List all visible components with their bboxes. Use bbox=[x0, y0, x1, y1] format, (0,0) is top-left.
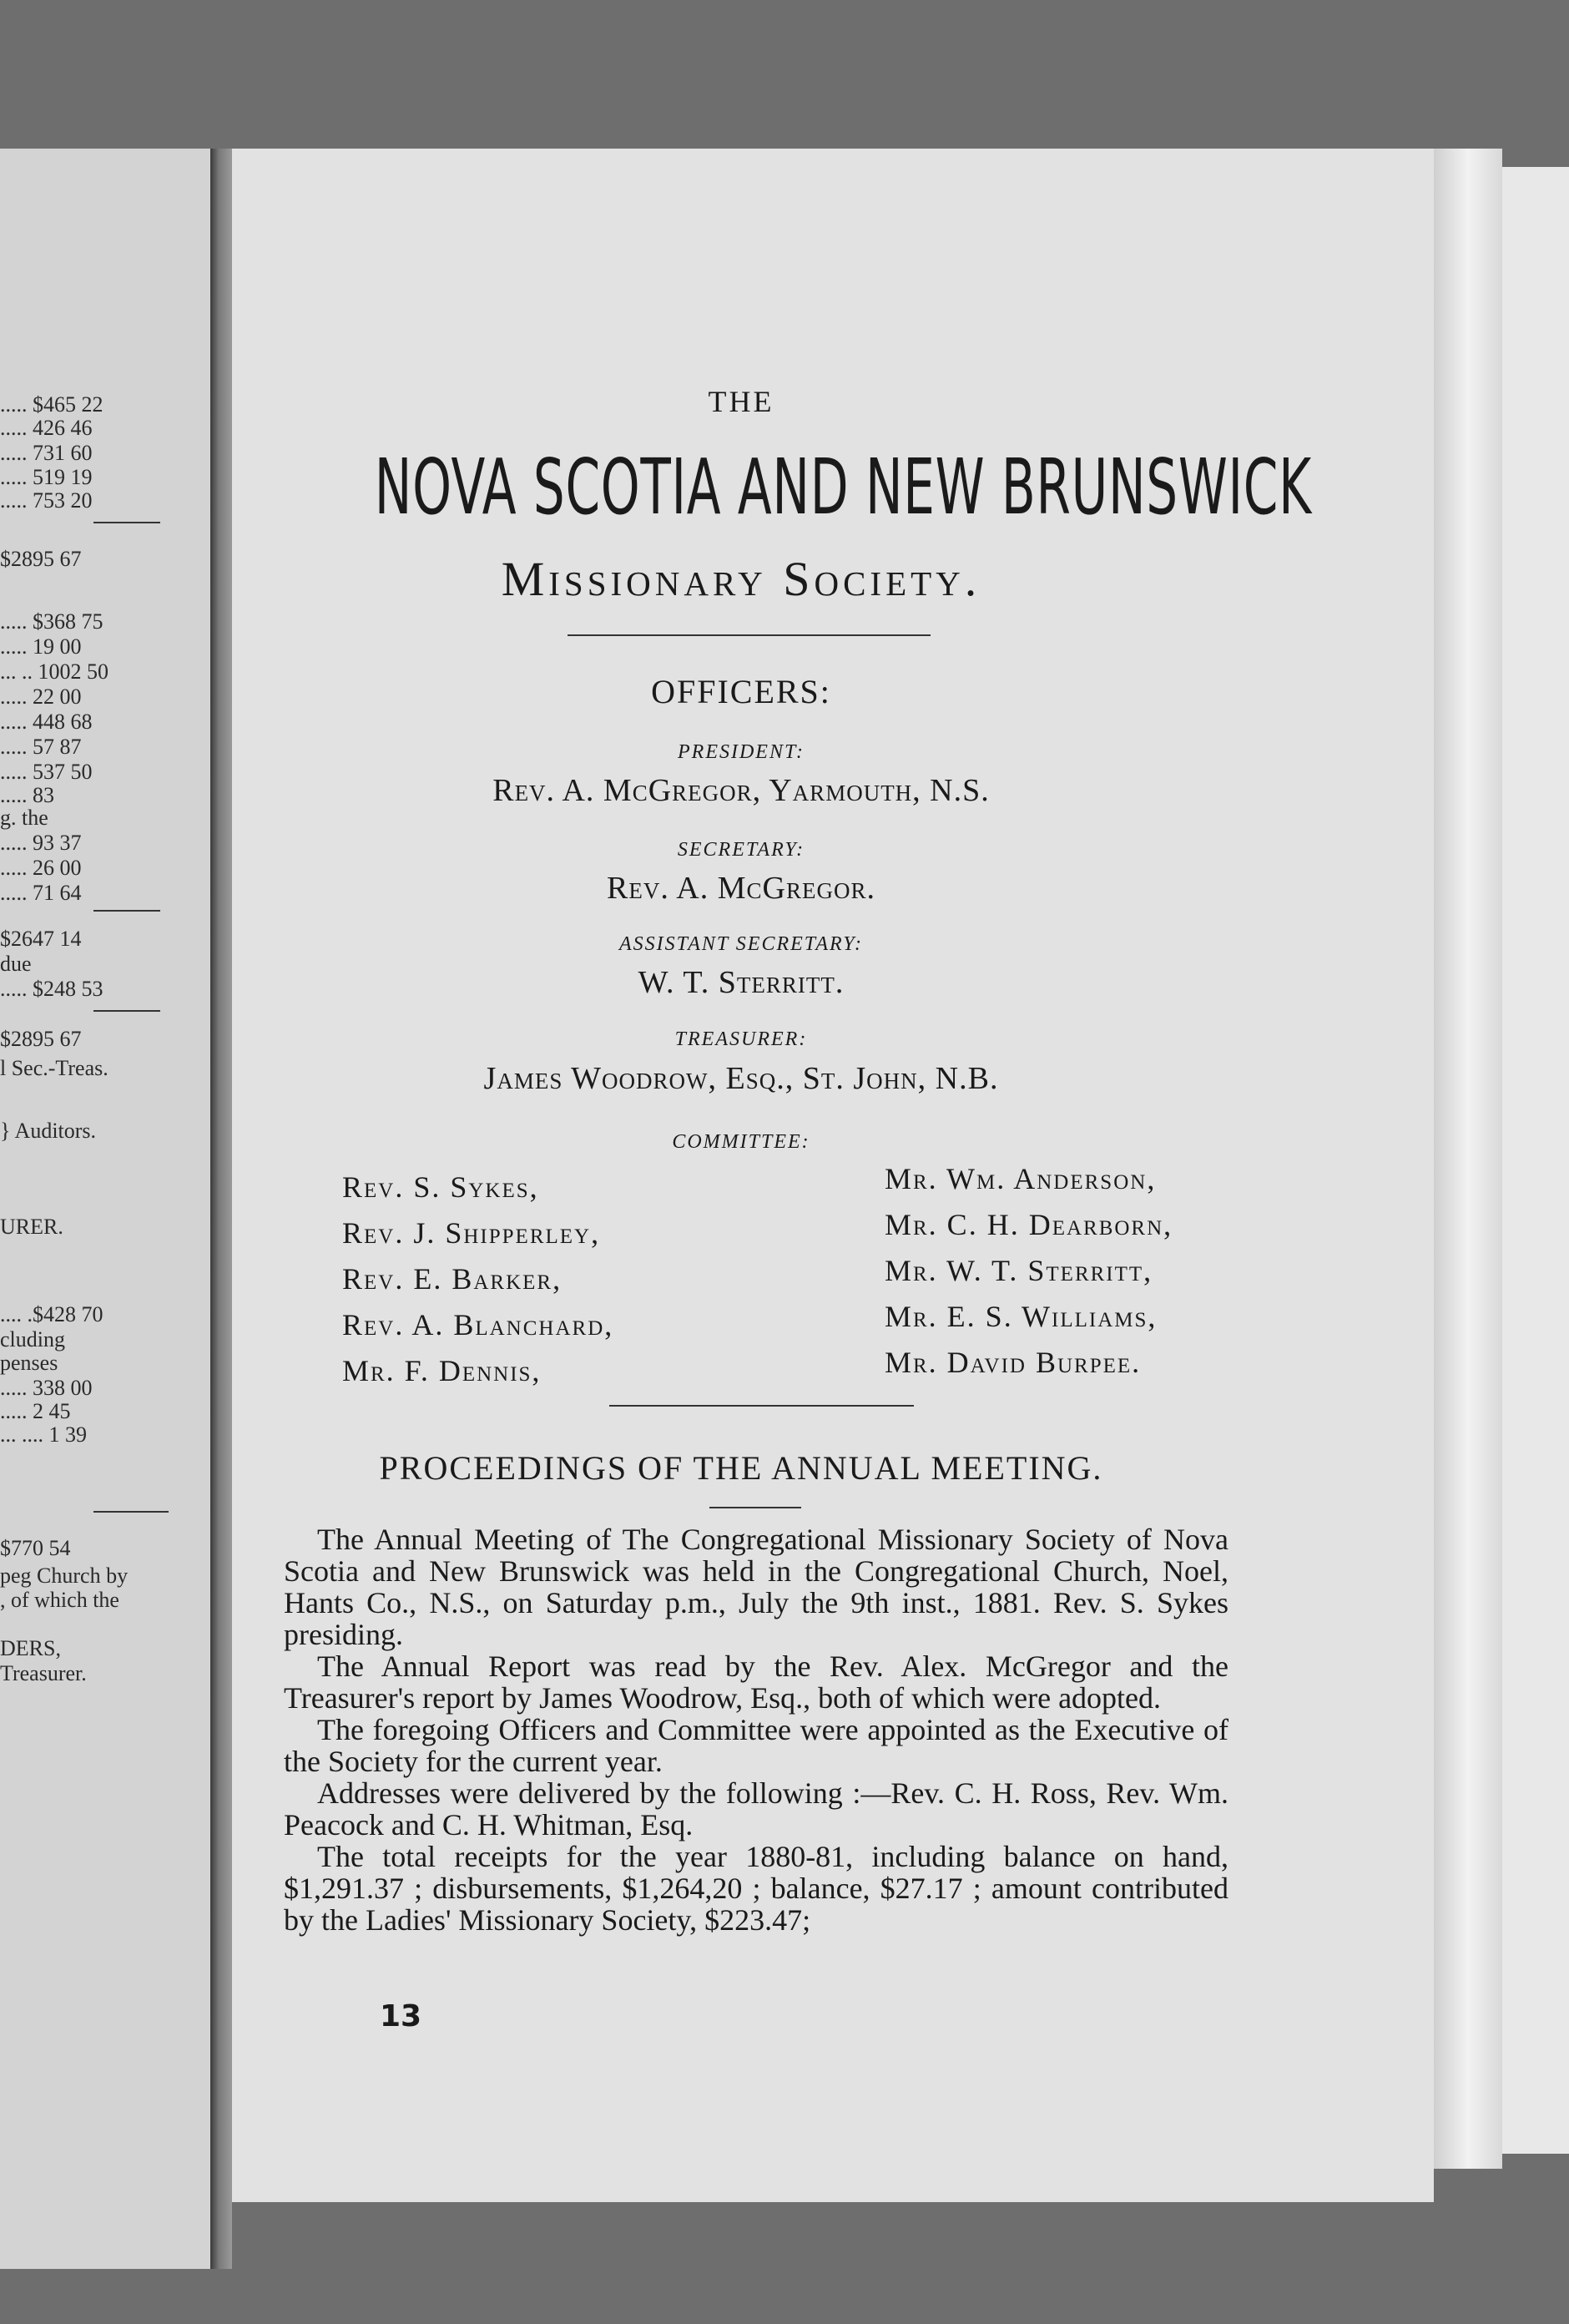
proceedings-body bbox=[284, 1523, 1228, 1936]
secretary-name: Rev. A. McGregor. bbox=[607, 871, 875, 906]
officers-heading: OFFICERS: bbox=[651, 673, 831, 710]
page-edge-outer bbox=[1502, 167, 1569, 2154]
proceedings-heading: PROCEEDINGS OF THE ANNUAL MEETING. bbox=[379, 1449, 1103, 1487]
left-page-rule bbox=[93, 522, 160, 523]
treasurer-name: James Woodrow, Esq., St. John, N.B. bbox=[483, 1061, 999, 1096]
left-page-line: ..... 753 20 bbox=[0, 488, 93, 513]
left-page-line: ..... 519 19 bbox=[0, 465, 93, 489]
left-page-line: .... .$428 70 bbox=[0, 1302, 103, 1326]
left-page-line: ..... 83 bbox=[0, 783, 54, 807]
proceedings-paragraph: The Annual Report was read by the Rev. Alex. McGregor and the Treasurer's report by James Woodrow, Esq., both of which were adopted. bbox=[284, 1650, 1228, 1715]
committee-label: COMMITTEE: bbox=[672, 1131, 810, 1153]
left-page-rule bbox=[93, 1511, 169, 1513]
treasurer-label: TREASURER: bbox=[674, 1028, 808, 1050]
committee-member: Mr. C. H. Dearborn, bbox=[885, 1208, 1173, 1241]
left-page-line: due bbox=[0, 952, 32, 976]
left-page-rule bbox=[93, 910, 160, 912]
left-page-line: } Auditors. bbox=[0, 1119, 97, 1143]
page-edge bbox=[1434, 149, 1502, 2169]
committee-left-column bbox=[342, 1165, 613, 1394]
left-page-line: ... .. 1002 50 bbox=[0, 659, 108, 684]
proceedings-paragraph: The Annual Meeting of The Congregational Missionary Society of Nova Scotia and New Brunswick was held in the Congregational Church, Noel, Hants Co., N.S., on Saturday p.m., July the 9th inst., 1881. Rev. S. Sykes presiding. bbox=[284, 1523, 1228, 1651]
left-page-line: ..... 26 00 bbox=[0, 856, 82, 880]
left-page-line: $770 54 bbox=[0, 1536, 71, 1560]
left-page-line: ..... 22 00 bbox=[0, 685, 82, 709]
committee-member: Rev. J. Shipperley, bbox=[342, 1216, 601, 1250]
committee-member: Mr. F. Dennis, bbox=[342, 1354, 542, 1387]
proceedings-underline bbox=[709, 1507, 801, 1508]
proceedings-paragraph: Addresses were delivered by the following :—Rev. C. H. Ross, Rev. Wm. Peacock and C. H. Whitman, Esq. bbox=[284, 1776, 1228, 1842]
left-page-line: $2647 14 bbox=[0, 927, 82, 951]
left-page-line: $2895 67 bbox=[0, 1027, 82, 1051]
left-page-line: g. the bbox=[0, 806, 48, 830]
left-page-line: ..... 93 37 bbox=[0, 831, 82, 855]
committee-member: Rev. E. Barker, bbox=[342, 1262, 563, 1296]
committee-member: Mr. David Burpee. bbox=[885, 1346, 1142, 1379]
left-page-line: , of which the bbox=[0, 1588, 119, 1612]
left-page-line: ..... $465 22 bbox=[0, 392, 103, 417]
left-page-line: ..... 338 00 bbox=[0, 1376, 93, 1400]
society-title: NOVA SCOTIA AND NEW BRUNSWICK bbox=[374, 442, 1312, 532]
title-the: THE bbox=[708, 385, 774, 418]
left-page-line: peg Church by bbox=[0, 1564, 129, 1588]
left-page-line: $2895 67 bbox=[0, 547, 82, 571]
page-number: 13 bbox=[380, 1999, 422, 2034]
committee-member: Mr. W. T. Sterritt, bbox=[885, 1254, 1153, 1287]
left-page-line: URER. bbox=[0, 1215, 63, 1239]
committee-divider bbox=[609, 1405, 914, 1407]
left-page-line: ..... 731 60 bbox=[0, 441, 93, 465]
committee-member: Rev. S. Sykes, bbox=[342, 1170, 539, 1204]
left-page-line: ..... 448 68 bbox=[0, 710, 93, 734]
secretary-label: SECRETARY: bbox=[677, 839, 805, 861]
left-page-line: DERS, bbox=[0, 1636, 61, 1660]
left-page-line: ..... 2 45 bbox=[0, 1399, 71, 1423]
committee-right-column bbox=[885, 1156, 1173, 1386]
left-page-rule bbox=[93, 1010, 160, 1012]
title-divider bbox=[568, 634, 931, 636]
left-page-line: ..... 71 64 bbox=[0, 881, 82, 905]
left-page-line: l Sec.-Treas. bbox=[0, 1056, 108, 1080]
left-page-line: ..... 537 50 bbox=[0, 760, 93, 784]
committee-member: Rev. A. Blanchard, bbox=[342, 1308, 614, 1341]
left-page-line: ..... $368 75 bbox=[0, 609, 103, 634]
proceedings-paragraph: The total receipts for the year 1880-81, including balance on hand, $1,291.37 ; disbursements, $1,264,20 ; balance, $27.17 ; amount contributed by the Ladies' Missionary Society, $223.47; bbox=[284, 1840, 1228, 1937]
left-page-line: ... .... 1 39 bbox=[0, 1422, 87, 1447]
president-name: Rev. A. McGregor, Yarmouth, N.S. bbox=[492, 773, 990, 808]
previous-page-fragment bbox=[0, 149, 210, 2269]
society-subtitle: Missionary Society. bbox=[501, 552, 981, 606]
assistant-secretary-name: W. T. Sterritt. bbox=[638, 965, 845, 1000]
left-page-line: ..... $248 53 bbox=[0, 977, 103, 1001]
left-page-line: penses bbox=[0, 1351, 58, 1375]
left-page-line: ..... 426 46 bbox=[0, 416, 93, 440]
proceedings-paragraph: The foregoing Officers and Committee were appointed as the Executive of the Society for the current year. bbox=[284, 1713, 1228, 1778]
left-page-line: ..... 19 00 bbox=[0, 634, 82, 659]
committee-member: Mr. Wm. Anderson, bbox=[885, 1162, 1157, 1195]
left-page-line: cluding bbox=[0, 1327, 65, 1351]
left-page-line: ..... 57 87 bbox=[0, 735, 82, 759]
president-label: PRESIDENT: bbox=[678, 741, 805, 763]
committee-member: Mr. E. S. Williams, bbox=[885, 1300, 1158, 1333]
left-page-line: Treasurer. bbox=[0, 1661, 87, 1685]
book-gutter bbox=[210, 149, 232, 2269]
assistant-secretary-label: ASSISTANT SECRETARY: bbox=[618, 933, 864, 955]
